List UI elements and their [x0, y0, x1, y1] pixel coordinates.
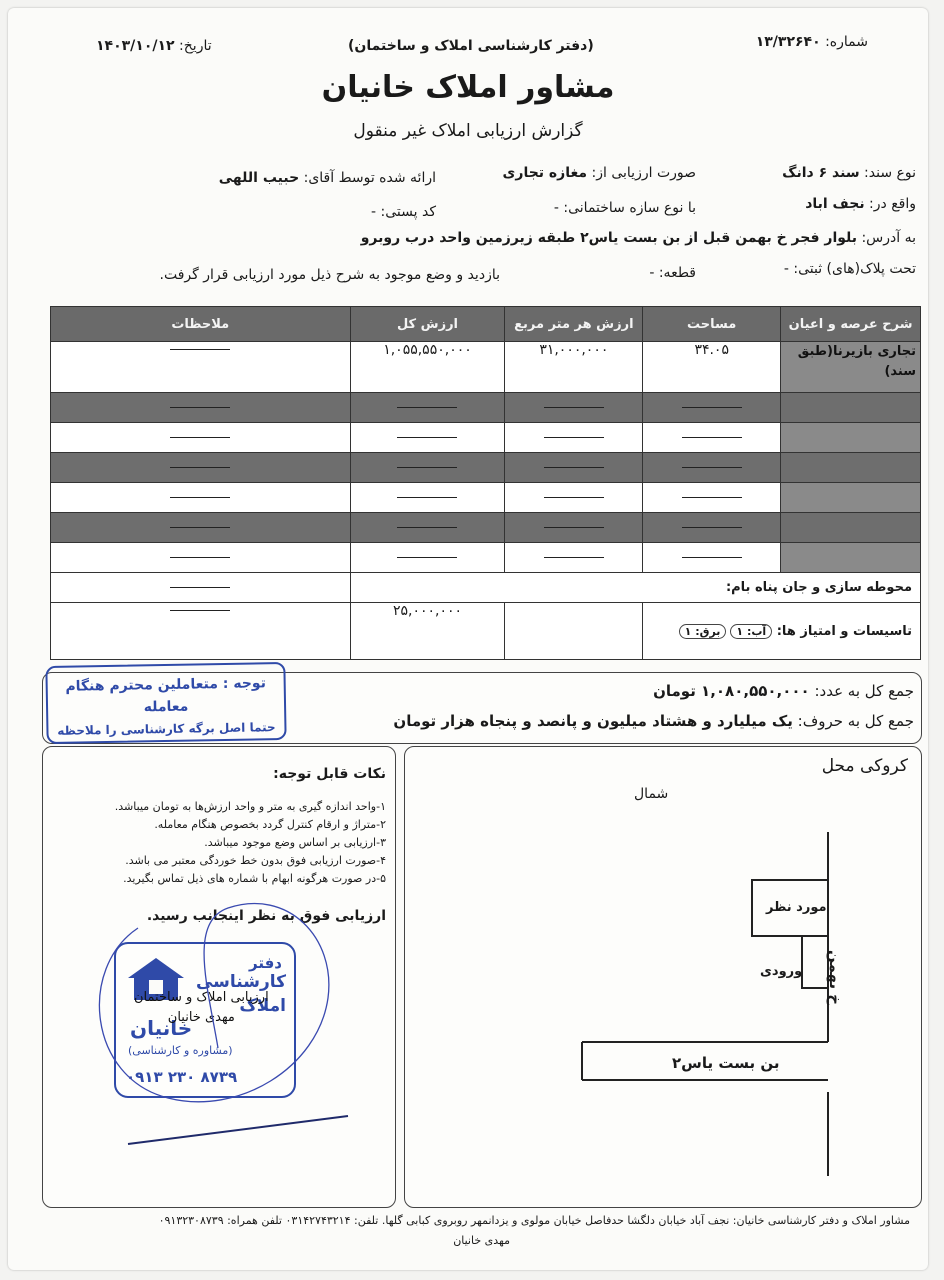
visit-note: بازدید و وضع موجود به شرح ذیل مورد ارزیابی قرار گرفت. [159, 267, 500, 283]
map-title: کروکی محل [821, 756, 908, 776]
facilities-cell [643, 603, 921, 660]
list-item: ۲-متراژ و ارقام کنترل گردد بخصوص هنگام معامله. [154, 818, 386, 831]
doc-type-label: نوع سند: [864, 165, 916, 181]
stamp-name1: کارشناسی [195, 972, 286, 992]
total-numeric [653, 682, 914, 700]
row-area: ۳۴.۰۵ [643, 342, 781, 393]
yard-row [51, 573, 921, 603]
valuation-table [50, 306, 921, 660]
address [361, 230, 916, 246]
facilities-unit [505, 603, 643, 660]
postal-label: کد پستی: [380, 204, 436, 220]
presented-label: ارائه شده توسط آقای: [303, 170, 436, 186]
appraisal-of [503, 165, 696, 181]
page-title: مشاور املاک خانیان [321, 70, 615, 105]
stamp-role: (مشاوره و کارشناسی) [128, 1044, 233, 1057]
stamp-phone: ۰۹۱۳ ۲۳۰ ۸۷۳۹ [126, 1068, 238, 1086]
table-row [51, 393, 921, 423]
facilities-label: تاسیسات و امتیاز ها: [776, 623, 912, 639]
presented-value: حبیب اللهی [218, 170, 300, 186]
total-numeric-value: ۱,۰۸۰,۵۵۰,۰۰۰ تومان [653, 682, 810, 700]
presented-by [219, 170, 436, 186]
total-numeric-label: جمع کل به عدد: [814, 682, 914, 700]
subject-label: مورد نظر [766, 900, 827, 915]
notes-title: نکات قابل توجه: [273, 766, 386, 782]
notes-confirm: ارزیابی فوق به نظر اینجانب رسید. [146, 908, 386, 924]
location-value: نجف اباد [805, 196, 865, 212]
address-value: بلوار فجر خ بهمن قبل از بن بست یاس۲ طبقه زیرزمین واحد درب روبرو [360, 230, 857, 246]
table-header-row [51, 307, 921, 342]
date-value: ۱۴۰۳/۱۰/۱۲ [96, 38, 175, 54]
table-row [51, 543, 921, 573]
table-row [51, 513, 921, 543]
parcel [649, 265, 696, 281]
signature-scribble [68, 848, 368, 1148]
header-description: شرح عرصه و اعیان [781, 307, 921, 342]
appraisal-label: صورت ارزیابی از: [591, 165, 696, 181]
stamp-name3: خانیان [130, 1016, 193, 1040]
row-remarks [51, 342, 351, 393]
plaque-label: تحت پلاک(های) ثبتی: [793, 261, 916, 277]
yard-remarks [51, 573, 351, 603]
table-row [51, 423, 921, 453]
footer-address: مشاور املاک و دفتر کارشناسی خانیان: نجف آباد خیابان دلگشا حدفاصل خیابان مولوی و یزدانمهر روبروی کبابی گلها. تلفن: ۰۳۱۴۲۷۴۳۲۱۴ تلفن همراه: ۰۹۱۳۲۳۰۸۷۳۹ [158, 1214, 910, 1227]
water-badge: آب: ۱ [730, 624, 772, 639]
total-words-label: جمع کل به حروف: [797, 712, 914, 730]
signer-line1: ارزیابی املاک و ساختمان [134, 990, 269, 1005]
postal-value: - [371, 204, 377, 220]
address-label: به آدرس: [861, 230, 916, 246]
table-row [51, 342, 921, 393]
street-label: خ بهمن [826, 950, 844, 1006]
report-date [96, 38, 212, 54]
total-words-value: یک میلیارد و هشتاد میلیون و پانصد و پنجاه هزار تومان [393, 712, 793, 730]
location [805, 196, 916, 212]
warning-line2: حتما اصل برگه کارشناسی را ملاحظه [57, 720, 276, 738]
facilities-row [51, 603, 921, 660]
entrance-label: ورودی [760, 964, 803, 979]
footer-name: مهدی خانیان [453, 1234, 510, 1247]
list-item: ۱-واحد اندازه گیری به متر و واحد ارزش‌ها به تومان میباشد. [114, 800, 386, 813]
parcel-label: قطعه: [658, 265, 696, 281]
signer-line2: مهدی خانیان [167, 1010, 235, 1025]
registration-plaque [784, 261, 916, 277]
header-remarks: ملاحظات [51, 307, 351, 342]
number-label: شماره: [825, 34, 868, 50]
row-total: ۱,۰۵۵,۵۵۰,۰۰۰ [350, 342, 505, 393]
warning-line1: توجه : متعاملین محترم هنگام معامله [65, 675, 267, 716]
header-total: ارزش کل [350, 307, 505, 342]
list-item: ۳-ارزیابی بر اساس وضع موجود میباشد. [204, 836, 386, 849]
structure-type [554, 200, 696, 216]
table-row [51, 483, 921, 513]
parcel-value: - [649, 265, 655, 281]
postal-code [371, 204, 436, 220]
list-item: ۴-صورت ارزیابی فوق بدون خط خوردگی معتبر می باشد. [125, 854, 386, 867]
row-description: تجاری بازیرنا(طبق سند) [781, 342, 921, 393]
table-row [51, 453, 921, 483]
appraisal-value: مغازه تجاری [502, 165, 588, 181]
row-unit-price: ۳۱,۰۰۰,۰۰۰ [505, 342, 643, 393]
report-subtitle: گزارش ارزیابی املاک غیر منقول [353, 121, 583, 141]
warning-stamp [45, 662, 286, 744]
power-badge: برق: ۱ [679, 624, 727, 639]
number-value: ۱۳/۳۲۶۴۰ [755, 34, 821, 50]
north-label: شمال [634, 786, 669, 802]
report-number [756, 34, 868, 50]
stamp-name2: املاک [239, 996, 286, 1016]
total-words [393, 712, 914, 730]
facilities-total: ۲۵,۰۰۰,۰۰۰ [350, 603, 505, 660]
appraisal-document [8, 8, 928, 1270]
stamp-top: دفتر [249, 954, 282, 972]
yard-label: محوطه سازی و جان پناه بام: [350, 573, 920, 603]
header-area: مساحت [643, 307, 781, 342]
structure-value: - [553, 200, 559, 216]
list-item: ۵-در صورت هرگونه ابهام با شماره های ذیل تماس بگیرید. [123, 872, 386, 885]
plaque-value: - [783, 261, 789, 277]
doc-type [782, 165, 916, 181]
alley-label: بن بست یاس۲ [672, 1054, 780, 1072]
facilities-remarks [51, 603, 351, 660]
header-unit-price: ارزش هر متر مربع [505, 307, 643, 342]
structure-label: با نوع سازه ساختمانی: [563, 200, 696, 216]
office-subtitle: (دفتر کارشناسی املاک و ساختمان) [348, 38, 594, 54]
date-label: تاریخ: [179, 38, 212, 54]
location-label: واقع در: [869, 196, 916, 212]
doc-type-value: سند ۶ دانگ [782, 165, 860, 181]
